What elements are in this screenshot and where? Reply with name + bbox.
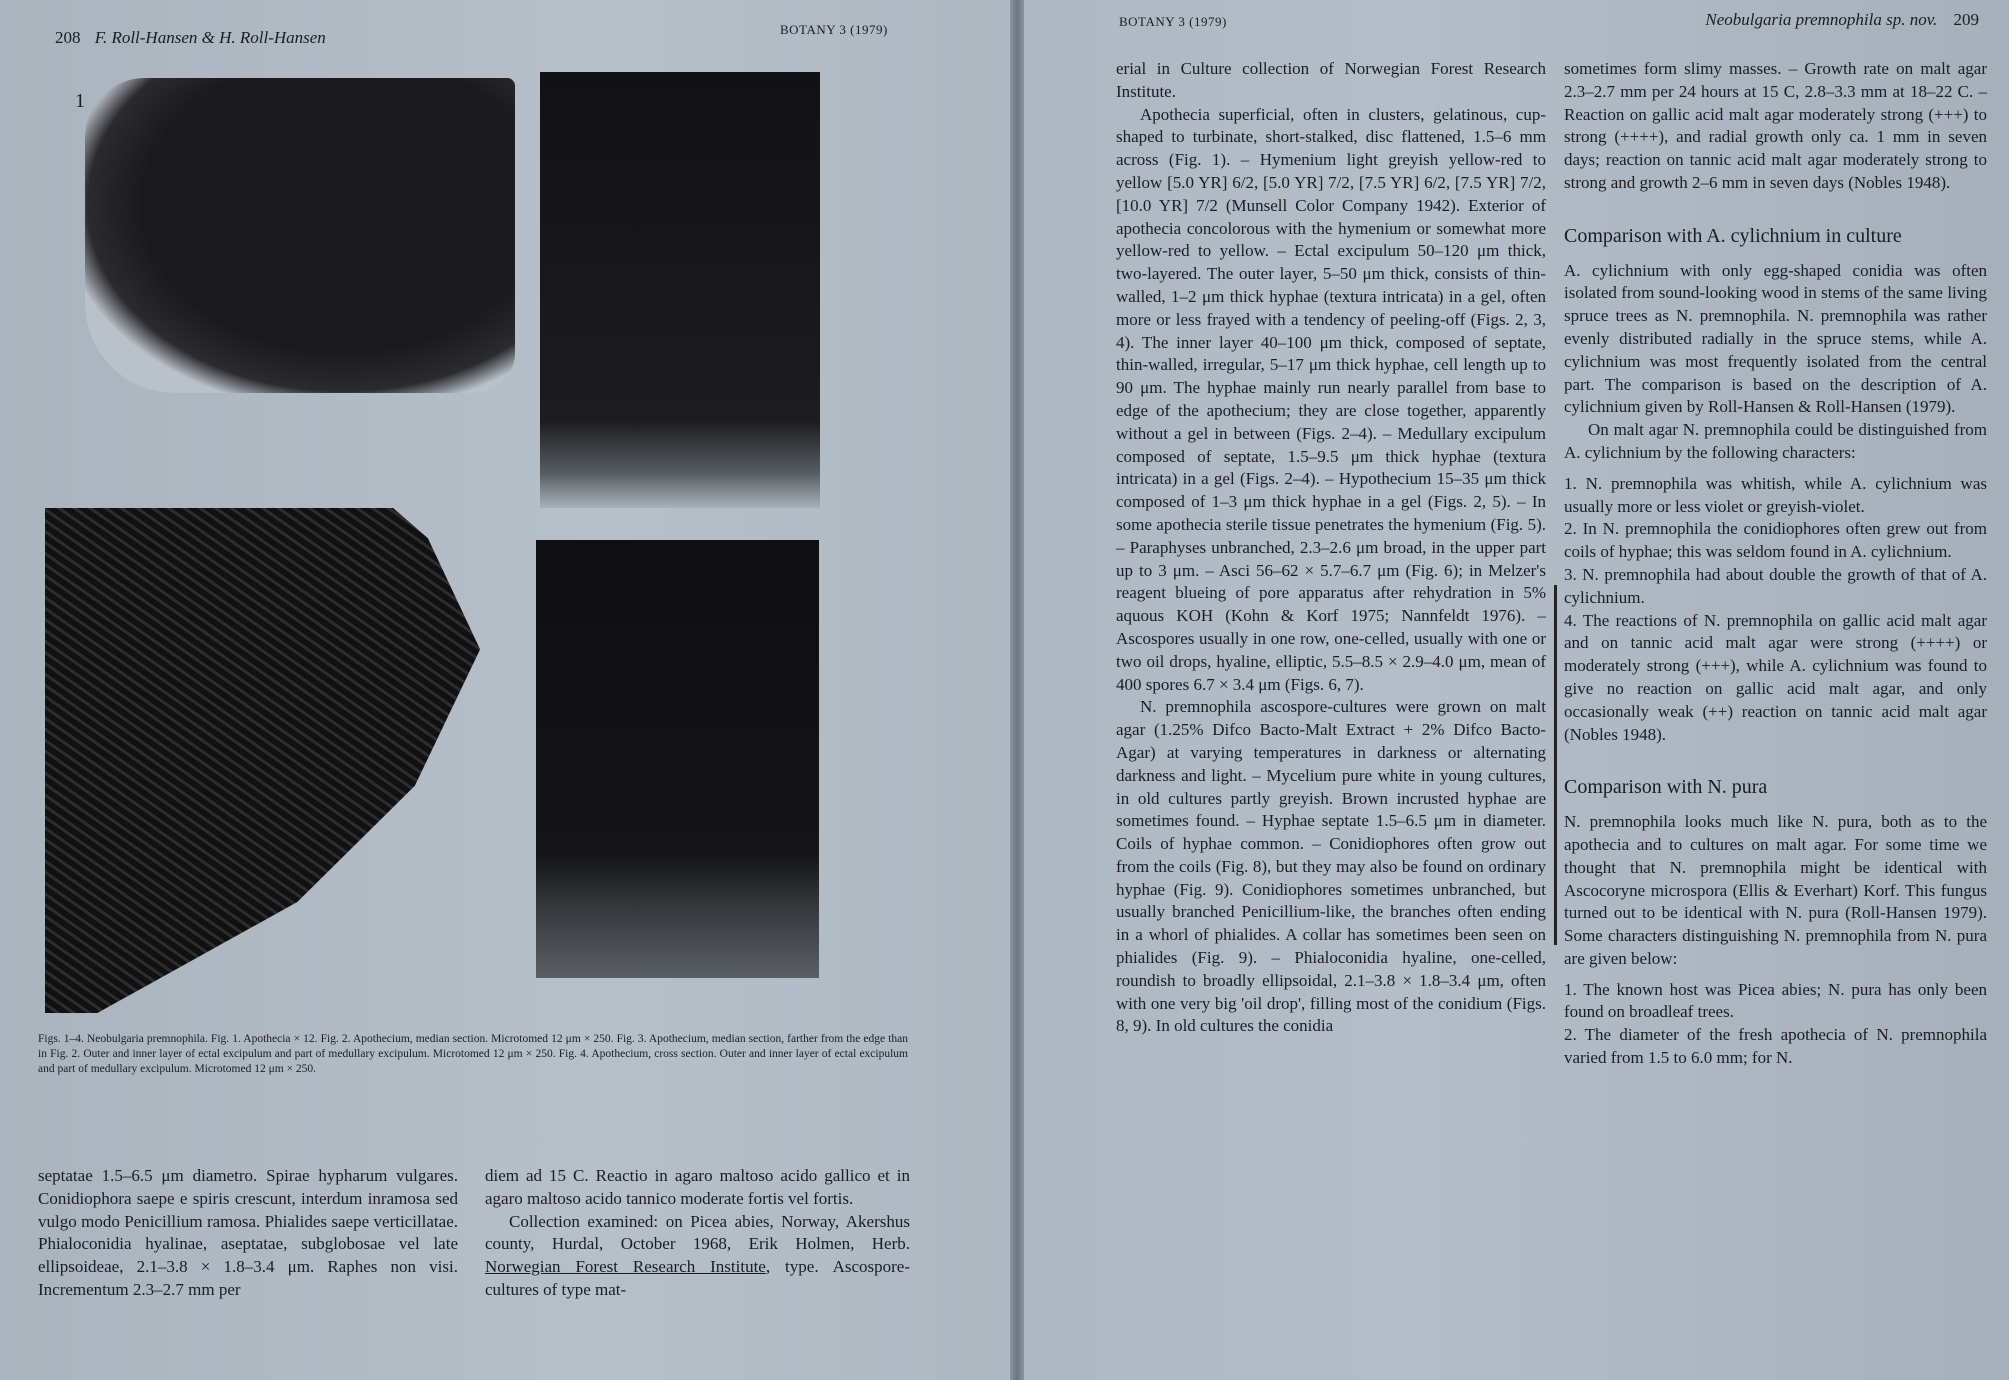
paragraph-apothecia: Apothecia superficial, often in clusters, gelatinous, cup-shaped to turbinate, short-stalked, disc flattened, 1.5–6 mm across (Fig. 1). – Hymenium light greyish yellow-red to yellow [5.0 YR] 6/2, [5.0 YR] 7/2, [7.5 YR] 6/2, [7.5 YR] 7/2, [10.0 YR] 7/2 (Munsell Color Company 1942). Exterior of apothecia concolorous with the hymenium or somewhat more yellow-red to yellow. – Ectal excipulum 50–120 μm thick, two-layered. The outer layer, 5–50 μm thick, consists of thin-walled, 1–2 μm thick hyphae (textura intricata) in a gel, often more or less frayed with a tendency of peeling-off (Figs. 2, 3, 4). The inner layer 40–100 μm thick, composed of septate, thin-walled, irregular, 5–17 μm thick hyphae, cell length up to 90 μm. The hyphae mainly run nearly parallel from base to edge of the apothecium; they are close together, apparently without a gel in between (Figs. 2–4). – Medullary excipulum composed of septate, 1.5–9.5 μm thick hyphae (textura intricata) in a gel (Figs. 2–4). – Hypothecium 15–35 μm thick composed of 1–3 μm thick hyphae in a gel (Figs. 2, 5). – In some apothecia sterile tissue penetrates the hymenium (Fig. 5). – Paraphyses unbranched, 2.3–2.6 μm broad, in the upper part up to 3 μm. – Asci 56–62 × 5.7–6.7 μm (Fig. 6); in Melzer's reagent blueing of pore apparatus after rehydration in 5% aquous KOH (Kohn & Korf 1975; Nannfeldt 1976). – Ascospores usually in one row, one-celled, usually with one or two oil drops, hyaline, elliptic, 5.5–8.5 × 2.9–4.0 μm, mean of 400 spores 6.7 × 3.4 μm (Figs. 6, 7). — [1116, 104, 1546, 694]
list-pura-characters — [1564, 979, 1987, 1070]
list-item: 4. The reactions of N. premnophila on gallic acid malt agar and on tannic acid malt agar were strong (++++) or moderately strong (+++), while A. cylichnium was found to give no reaction on gallic acid malt agar, and only occasionally weak (++) reaction on tannic acid malt agar (Nobles 1948). — [1564, 610, 1987, 744]
right-journal: BOTANY 3 (1979) — [1119, 14, 1227, 29]
list-item: 1. The known host was Picea abies; N. pura has only been found on broadleaf trees. — [1564, 979, 1987, 1022]
right-title: Neobulgaria premnophila sp. nov. — [1705, 10, 1938, 29]
figure-4-cross-section-photo — [536, 540, 819, 978]
latin-description-end: diem ad 15 C. Reactio in agaro maltoso acido gallico et in agaro maltoso acido tannico moderate fortis vel fortis. — [485, 1166, 910, 1208]
herbarium-name: Norwegian Forest Research Institute — [485, 1257, 766, 1277]
paragraph-growth-rate: sometimes form slimy masses. – Growth rate on malt agar 2.3–2.7 mm per 24 hours at 15 C, 2.8–3.3 mm at 18–22 C. – Reaction on gallic acid malt agar moderately strong (+++) to strong (++++), and radial growth only ca. 1 mm in seven days; reaction on tannic acid malt agar moderately strong to strong and growth 2–6 mm in seven days (Nobles 1948). — [1564, 59, 1987, 192]
right-page-number: 209 — [1953, 10, 1979, 29]
figure-3-section-photo — [45, 508, 480, 1013]
left-column-2 — [485, 1165, 910, 1302]
left-column-1 — [38, 1165, 458, 1302]
paragraph-cultures: N. premnophila ascospore-cultures were grown on malt agar (1.25% Difco Bacto-Malt Extract + 2% Difco Bacto-Agar) at varying temperatures in darkness or alternating darkness and light. – Mycelium pure white in young cultures, in old cultures partly greyish. Brown incrusted hyphae are sometimes found. – Hyphae septate 1.5–6.5 μm in diameter. Coils of hyphae common. – Conidiophores often grow out from the coils (Fig. 8), but they may also be found on ordinary hyphae (Fig. 9). Conidiophores sometimes unbranched, but usually branched Penicillium-like, the branches often ending in a whorl of phialides. A collar has sometimes been seen on phialides (Fig. 9). – Phialoconidia hyaline, one-celled, roundish to broadly ellipsoidal, 2.1–3.8 × 1.8–3.4 μm, often with one very big 'oil drop', filling most of the conidium (Figs. 8, 9). In old cultures the conidia — [1116, 697, 1546, 1036]
figure-1-label: 1 — [75, 90, 85, 112]
left-journal: BOTANY 3 (1979) — [780, 22, 888, 37]
left-page-number: 208 — [55, 28, 81, 47]
list-item: 2. In N. premnophila the conidiophores often grew out from coils of hyphae; this was seldom found in A. cylichnium. — [1564, 519, 1987, 562]
list-cylichnium-characters — [1564, 473, 1987, 747]
heading-comparison-pura: Comparison with N. pura — [1564, 776, 1768, 799]
right-running-head — [1705, 10, 1979, 30]
paragraph-culture-collection: erial in Culture collection of Norwegian Forest Research Institute. — [1116, 59, 1546, 101]
list-item: 2. The diameter of the fresh apothecia of N. premnophila varied from 1.5 to 6.0 mm; for N. — [1564, 1025, 1987, 1068]
left-authors: F. Roll-Hansen & H. Roll-Hansen — [94, 28, 326, 47]
right-page — [1024, 0, 2009, 1380]
latin-description: septatae 1.5–6.5 μm diametro. Spirae hypharum vulgares. Conidiophora saepe e spiris crescunt, interdum inramosa sed vulgo modo Penicillium ramosa. Phialides saepe verticillatae. Phialoconidia hyalinae, aseptatae, subglobosae vel late ellipsoideae, 2.1–3.8 × 1.8–3.4 μm. Raphes non visi. Incrementum 2.3–2.7 mm per — [38, 1166, 458, 1299]
right-column-2 — [1564, 58, 1987, 1070]
margin-mark — [1554, 585, 1557, 945]
figure-1-apothecia-photo — [85, 78, 515, 393]
paragraph-pura: N. premnophila looks much like N. pura, both as to the apothecia and to cultures on malt agar. For some time we thought that N. premnophila might be identical with Ascocoryne microspora (Ellis & Everhart) Korf. This fungus turned out to be identical with N. pura (Roll-Hansen 1979). Some characters distinguishing N. premnophila from N. pura are given below: — [1564, 812, 1987, 968]
list-item: 3. N. premnophila had about double the growth of that of A. cylichnium. — [1564, 564, 1987, 607]
collection-examined: Collection examined: on Picea abies, Norway, Akershus county, Hurdal, October 1968, Erik Holmen, Herb. Norwegian Forest Research Institute, type. Ascospore-cultures of type mat- — [485, 1211, 910, 1299]
figure-2-section-photo — [540, 72, 820, 508]
book-gutter — [1010, 0, 1024, 1380]
left-running-head — [55, 28, 326, 48]
figure-caption: Figs. 1–4. Neobulgaria premnophila. Fig. 1. Apothecia × 12. Fig. 2. Apothecium, median section. Microtomed 12 μm × 250. Fig. 3. Apothecium, median section, farther from the edge than in Fig. 2. Outer and inner layer of ectal excipulum and part of medullary excipulum. Microtomed 12 μm × 250. Fig. 4. Apothecium, cross section. Outer and inner layer of ectal excipulum and part of medullary excipulum. Microtomed 12 μm × 250. — [38, 1033, 908, 1075]
heading-comparison-cylichnium: Comparison with A. cylichnium in culture — [1564, 224, 1902, 247]
right-column-1 — [1116, 58, 1546, 1038]
paragraph-characters: On malt agar N. premnophila could be distinguished from A. cylichnium by the following characters: — [1564, 420, 1987, 462]
list-item: 1. N. premnophila was whitish, while A. cylichnium was usually more or less violet or greyish-violet. — [1564, 473, 1987, 516]
paragraph-cylichnium: A. cylichnium with only egg-shaped conidia was often isolated from sound-looking wood in stems of the same living spruce trees as N. premnophila. N. premnophila was rather evenly distributed radially in the spruce stems, while A. cylichnium was most frequently isolated from the central part. The comparison is based on the description of A. cylichnium given by Roll-Hansen & Roll-Hansen (1979). — [1564, 260, 1987, 417]
